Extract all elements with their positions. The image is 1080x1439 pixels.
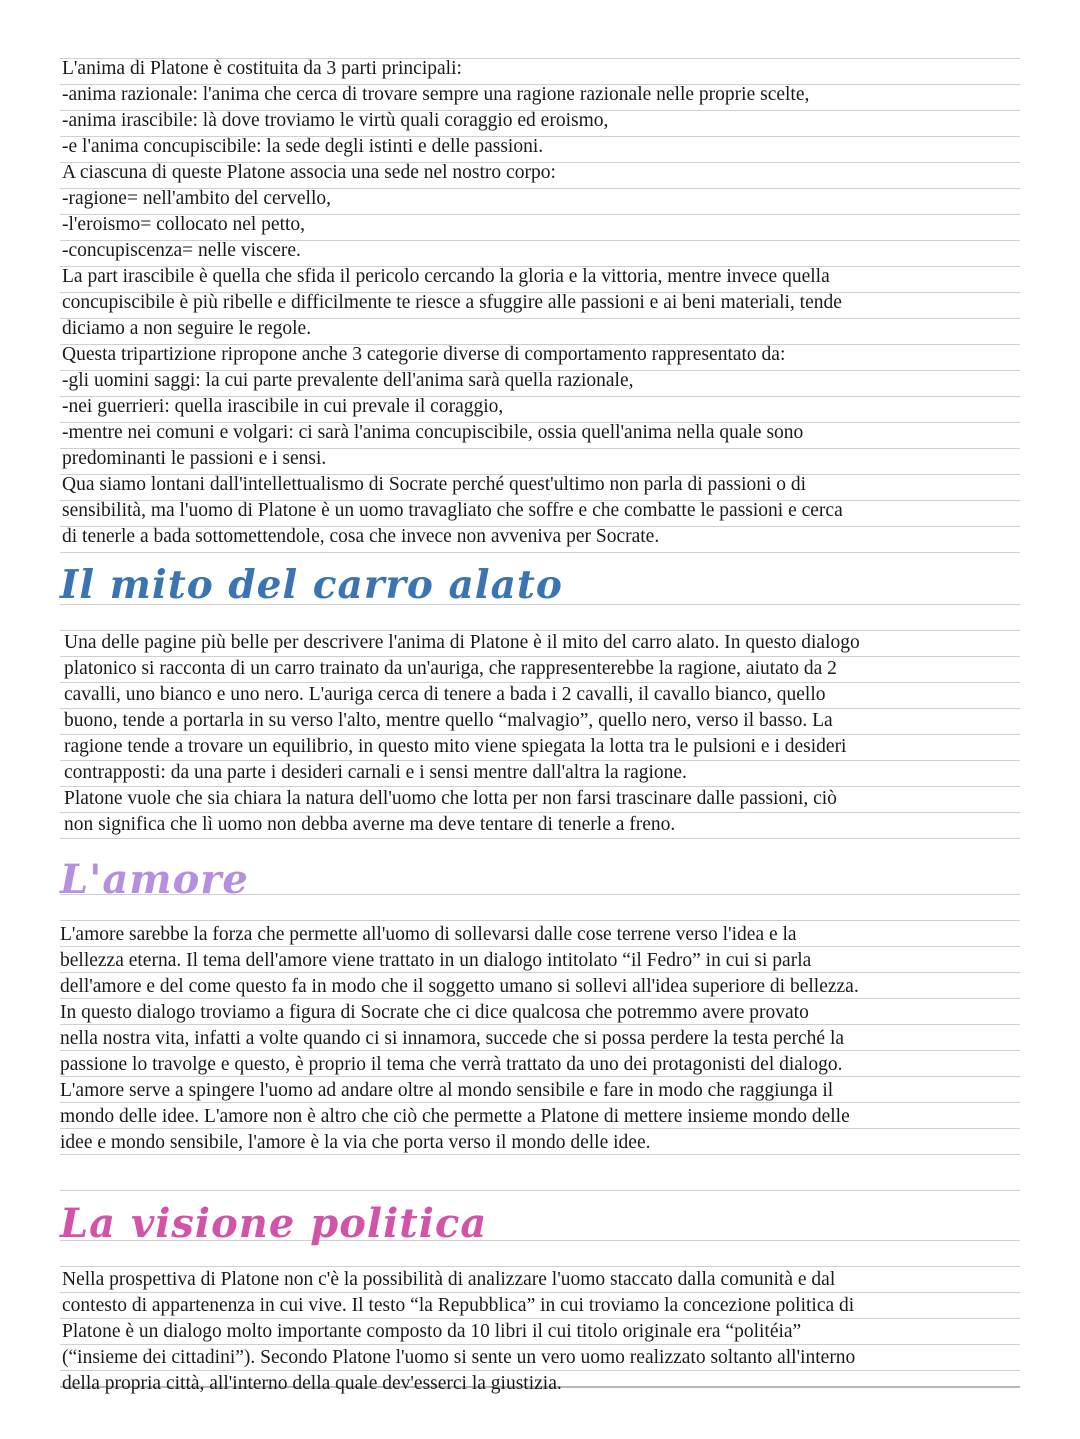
rule-line (60, 838, 1020, 839)
paragraph-line: -ragione= nell'ambito del cervello, (62, 188, 331, 209)
paragraph-line: bellezza eterna. Il tema dell'amore viene trattato in un dialogo intitolato “il Fedro” in cui si parla (60, 950, 812, 971)
paragraph-line: cavalli, uno bianco e uno nero. L'auriga cerca di tenere a bada i 2 cavalli, il cavallo bianco, quello (64, 684, 826, 705)
rule-line (60, 552, 1020, 553)
paragraph-line: di tenerle a bada sottomettendole, cosa che invece non avveniva per Socrate. (62, 526, 660, 547)
paragraph-line: L'amore serve a spingere l'uomo ad andare oltre al mondo sensibile e fare in modo che raggiunga il (60, 1080, 834, 1101)
paragraph-line: Platone vuole che sia chiara la natura dell'uomo che lotta per non farsi trascinare dalle passioni, ciò (64, 788, 837, 809)
paragraph-line: A ciascuna di queste Platone associa una sede nel nostro corpo: (62, 162, 556, 183)
paragraph-line: -concupiscenza= nelle viscere. (62, 240, 301, 261)
paragraph-line: non significa che lì uomo non debba averne ma deve tentare di tenerle a freno. (64, 814, 676, 835)
paragraph-line: passione lo travolge e questo, è proprio il tema che verrà trattato da uno dei protagonisti del dialogo. (60, 1054, 843, 1075)
paragraph-line: sensibilità, ma l'uomo di Platone è un uomo travagliato che soffre e che combatte le passioni e cerca (62, 500, 843, 521)
paragraph-line: concupiscibile è più ribelle e difficilmente te riesce a sfuggire alle passioni e ai beni materiali, tende (62, 292, 842, 313)
paragraph-line: -e l'anima concupiscibile: la sede degli istinti e delle passioni. (62, 136, 544, 157)
paragraph-line: La part irascibile è quella che sfida il pericolo cercando la gloria e la vittoria, mentre invece quella (62, 266, 830, 287)
paragraph-line: -nei guerrieri: quella irascibile in cui prevale il coraggio, (62, 396, 504, 417)
paragraph-line: Nella prospettiva di Platone non c'è la possibilità di analizzare l'uomo staccato dalla comunità e dal (62, 1269, 836, 1290)
section-heading-amore: L'amore (60, 856, 249, 903)
section-heading-carro: Il mito del carro alato (60, 562, 563, 608)
paragraph-line: Questa tripartizione ripropone anche 3 categorie diverse di comportamento rappresentato da: (62, 344, 786, 365)
paragraph-line: diciamo a non seguire le regole. (62, 318, 312, 339)
paragraph-line: buono, tende a portarla in su verso l'alto, mentre quello “malvagio”, quello nero, verso il basso. La (64, 710, 833, 731)
paragraph-line: Platone è un dialogo molto importante composto da 10 libri il cui titolo originale era “politéia” (62, 1321, 802, 1342)
paragraph-line: Una delle pagine più belle per descrivere l'anima di Platone è il mito del carro alato. In questo dialogo (64, 632, 860, 653)
paragraph-line: contrapposti: da una parte i desideri carnali e i sensi mentre dall'altra la ragione. (64, 762, 687, 783)
rule-line (60, 1190, 1020, 1191)
paragraph-line: -mentre nei comuni e volgari: ci sarà l'anima concupiscibile, ossia quell'anima nella quale sono (62, 422, 804, 443)
paragraph-line: platonico si racconta di un carro trainato da un'auriga, che rappresenterebbe la ragione, aiutato da 2 (64, 658, 837, 679)
rule-line (60, 920, 1020, 921)
section-heading-politica: La visione politica (60, 1200, 488, 1247)
paragraph-line: L'anima di Platone è costituita da 3 parti principali: (62, 58, 462, 79)
paragraph-line: nella nostra vita, infatti a volte quando ci si innamora, succede che si possa perdere la testa perché la (60, 1028, 845, 1049)
paragraph-line: (“insieme dei cittadini”). Secondo Platone l'uomo si sente un vero uomo realizzato soltanto all'interno (62, 1347, 856, 1368)
paragraph-line: ragione tende a trovare un equilibrio, in questo mito viene spiegata la lotta tra le pulsioni e i desideri (64, 736, 847, 757)
paragraph-line: idee e mondo sensibile, l'amore è la via che porta verso il mondo delle idee. (60, 1132, 651, 1153)
paragraph-line: -anima irascibile: là dove troviamo le virtù quali coraggio ed eroismo, (62, 110, 609, 131)
paragraph-line: dell'amore e del come questo fa in modo che il soggetto umano si sollevi all'idea superiore di bellezza. (60, 976, 859, 997)
paragraph-line: della propria città, all'interno della quale dev'esserci la giustizia. (62, 1373, 562, 1394)
paragraph-line: -gli uomini saggi: la cui parte prevalente dell'anima sarà quella razionale, (62, 370, 634, 391)
paragraph-line: -anima razionale: l'anima che cerca di trovare sempre una ragione razionale nelle proprie scelte, (62, 84, 810, 105)
paragraph-line: In questo dialogo troviamo a figura di Socrate che ci dice qualcosa che potremmo avere provato (60, 1002, 809, 1023)
paragraph-line: Qua siamo lontani dall'intellettualismo di Socrate perché quest'ultimo non parla di passioni o di (62, 474, 807, 495)
paragraph-line: L'amore sarebbe la forza che permette all'uomo di sollevarsi dalle cose terrene verso l'idea e la (60, 924, 797, 945)
paragraph-line: mondo delle idee. L'amore non è altro che ciò che permette a Platone di mettere insieme mondo delle (60, 1106, 850, 1127)
paragraph-line: predominanti le passioni e i sensi. (62, 448, 327, 469)
paragraph-line: contesto di appartenenza in cui vive. Il testo “la Repubblica” in cui troviamo la concezione politica di (62, 1295, 855, 1316)
paragraph-line: -l'eroismo= collocato nel petto, (62, 214, 306, 235)
